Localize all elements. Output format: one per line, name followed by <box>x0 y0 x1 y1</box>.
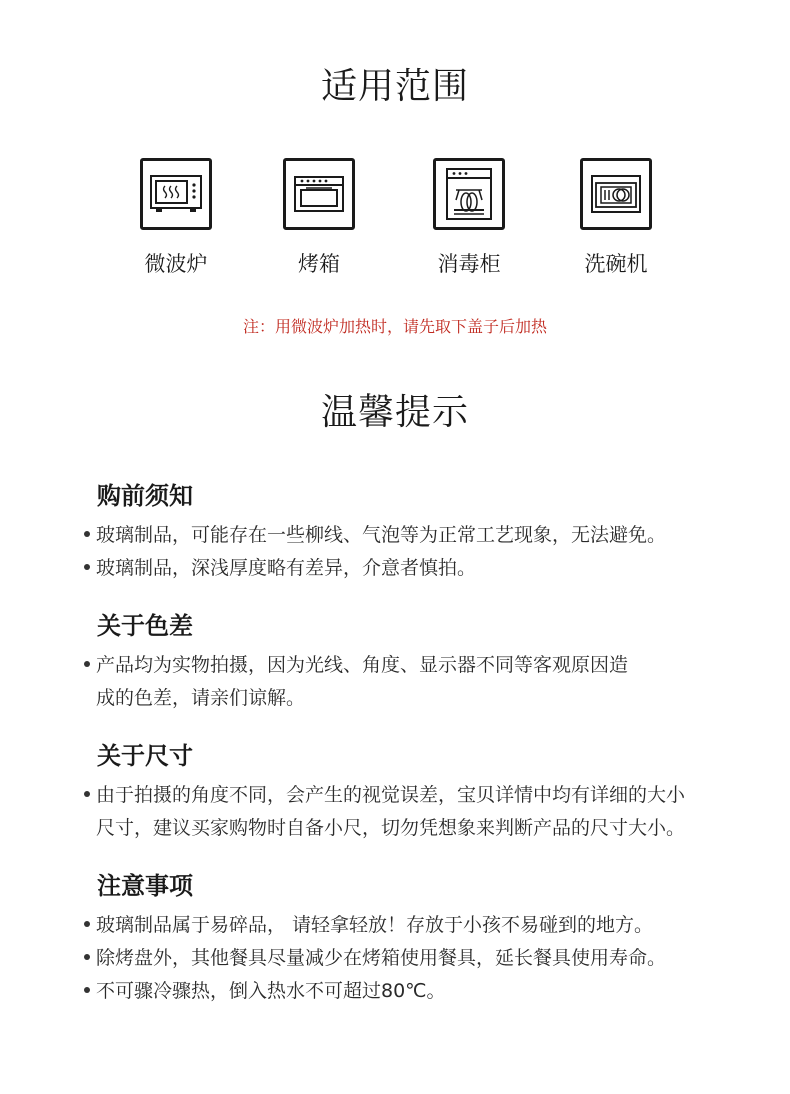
bullet-icon <box>84 661 90 667</box>
usage-label-oven: 烤箱 <box>298 252 340 276</box>
tip-heading-color-difference: 关于色差 <box>97 612 193 640</box>
bullet-icon <box>84 954 90 960</box>
bullet-icon <box>84 921 90 927</box>
tip-line: 由于拍摄的角度不同，会产生的视觉误差，宝贝详情中均有详细的大小 <box>96 784 686 806</box>
tip-line: 除烤盘外，其他餐具尽量减少在烤箱使用餐具，延长餐具使用寿命。 <box>96 947 667 969</box>
oven-icon <box>283 158 355 230</box>
bullet-icon <box>84 531 90 537</box>
bullet-icon <box>84 987 90 993</box>
usage-item-dishwasher <box>556 158 676 278</box>
bullet-icon <box>84 564 90 570</box>
usage-item-microwave <box>116 158 236 278</box>
tip-line: 玻璃制品，可能存在一些柳线、气泡等为正常工艺现象，无法避免。 <box>96 524 667 546</box>
tip-heading-precautions: 注意事项 <box>97 872 193 900</box>
usage-label-dishwasher: 洗碗机 <box>584 252 648 276</box>
usage-item-disinfection-cabinet <box>409 158 529 278</box>
tip-line: 玻璃制品属于易碎品， 请轻拿轻放！存放于小孩不易碰到的地方。 <box>96 914 654 936</box>
microwave-icon <box>140 158 212 230</box>
tips-title: 温馨提示 <box>320 392 469 433</box>
usage-label-disinfection-cabinet: 消毒柜 <box>437 252 501 276</box>
bullet-icon <box>84 791 90 797</box>
tip-line: 成的色差，请亲们谅解。 <box>96 687 306 709</box>
dishwasher-icon <box>580 158 652 230</box>
tip-line: 尺寸，建议买家购物时自备小尺，切勿凭想象来判断产品的尺寸大小。 <box>96 817 686 839</box>
tip-heading-pre-purchase: 购前须知 <box>97 482 193 510</box>
usage-item-oven <box>259 158 379 278</box>
disinfection-cabinet-icon <box>433 158 505 230</box>
tip-line: 玻璃制品，深浅厚度略有差异，介意者慎拍。 <box>96 557 477 579</box>
tip-line: 不可骤冷骤热，倒入热水不可超过80℃。 <box>96 980 446 1002</box>
usage-title: 适用范围 <box>320 66 469 107</box>
tip-heading-size: 关于尺寸 <box>97 742 193 770</box>
usage-icons-row <box>0 158 790 288</box>
microwave-note: 注：用微波炉加热时，请先取下盖子后加热 <box>242 317 547 336</box>
usage-label-microwave: 微波炉 <box>144 252 208 276</box>
tip-line: 产品均为实物拍摄，因为光线、角度、显示器不同等客观原因造 <box>96 654 629 676</box>
